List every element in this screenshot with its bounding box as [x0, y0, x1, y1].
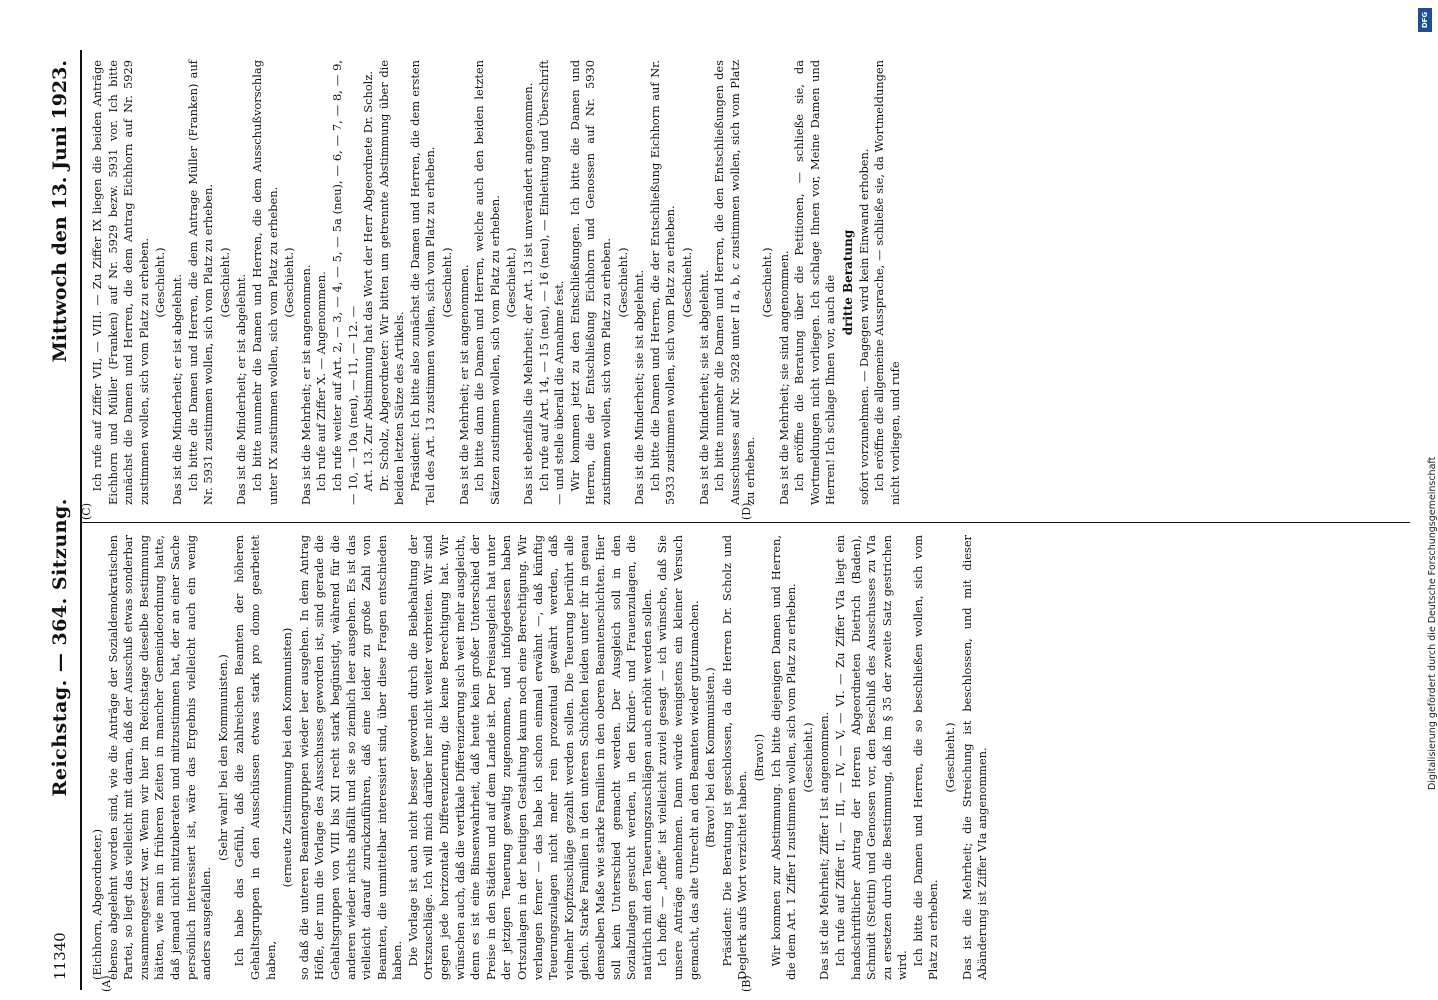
stage-direction: (Geschieht.): [217, 247, 232, 318]
paragraph: Dr. Scholz, Abgeordneter: Wir bitten um getrennte Abstimmung über die beiden letzten Sätze des Artikels.: [376, 60, 407, 505]
stage-direction: (erneute Zustimmung bei den Kommunisten): [280, 627, 295, 888]
paragraph: Das ist die Mehrheit; die Streichung ist beschlossen, und mit dieser Abänderung ist Ziffer VIa angenommen.: [959, 535, 990, 980]
margin-marker-b: (B): [740, 975, 753, 992]
header-center: Reichstag. — 364. Sitzung.: [49, 498, 71, 797]
dfg-logo: DFG: [1418, 8, 1432, 32]
paragraph: Ich rufe auf Ziffer VII, — VIII. — Zu Ziffer IX liegen die beiden Anträge Eichhorn und Müller (Franken) auf Nr. 5929 bezw. 5931 vor. Ich bitte zunächst die Damen und Herren, die dem Antrag Eichhorn auf Nr. 5929 zustimmen wollen, sich vom Platz zu erheben.: [90, 60, 151, 505]
stage-direction: (Bravo!): [751, 733, 766, 782]
paragraph: Das ist ebenfalls die Mehrheit; der Art. 13 ist unverändert angenommen.: [521, 82, 536, 505]
stage-direction: (Geschieht.): [943, 722, 958, 793]
stage-direction: (Geschieht.): [615, 247, 630, 318]
paragraph: Ich eröffne die Beratung über die Petitionen, — schließe sie, da Wortmeldungen nicht vorliegen. Ich schlage Ihnen vor, Meine Damen und Herren! Ich schlage Ihnen vor, auch die: [792, 60, 838, 505]
paragraph: Ich bitte dann die Damen und Herren, welche auch den beiden letzten Sätzen zustimmen wollen, sich vom Platz zu erheben.: [472, 60, 502, 505]
stage-direction: (Geschieht.): [282, 247, 297, 318]
paragraph: Das ist die Minderheit; er ist abgelehnt.: [169, 273, 184, 505]
header-rule: [80, 50, 82, 990]
paragraph: Das ist die Minderheit; sie ist abgelehnt.: [696, 269, 711, 505]
stage-direction: (Geschieht.): [440, 247, 455, 318]
paragraph: Das ist die Mehrheit; Ziffer I ist angenommen.: [817, 711, 832, 980]
right-column: [90, 60, 903, 505]
paragraph: Das ist die Mehrheit; sie sind angenommen.: [776, 250, 791, 505]
margin-marker-d: (D): [740, 502, 753, 520]
column-divider: [82, 522, 1410, 523]
paragraph: Wir kommen jetzt zu den Entschließungen. Ich bitte die Damen und Herren, die der Entschließung Eichhorn und Genossen auf Nr. 5930 zustimmen wollen, sich vom Platz zu erheben.: [567, 60, 613, 505]
margin-marker-a: (A): [100, 975, 113, 992]
paragraph: so daß die unteren Beamtengruppen wieder leer ausgehen. In dem Antrag Höfle, der nun die Vorlage des Ausschusses geworden ist, sind gerade die Gehaltsgruppen von VIII bis XII recht stark begünstigt, während für die anderen wieder nichts abfällt und sie so ziemlich leer ausgehen. Es ist das vielleicht darauf zurückzuführen, daß eine leider zu große Zahl von Beamten, die unmittelbar interessiert sind, über diese Fragen entschieden haben.: [296, 535, 405, 980]
header-date: Mittwoch den 13. Juni 1923.: [49, 60, 71, 363]
paragraph: Ich rufe auf Art. 14, — 15 (neu), — 16 (neu), — Einleitung und Überschrift — und stelle überall die Annahme fest.: [536, 60, 567, 505]
paragraph: Ich bitte die Damen und Herren, die dem Antrage Müller (Franken) auf Nr. 5931 zustimmen wollen, sich vom Platz zu erheben.: [185, 60, 216, 505]
paragraph: Ich bitte die Damen und Herren, die so beschließen wollen, sich vom Platz zu erheben.: [910, 535, 941, 980]
page-header: [40, 60, 80, 980]
paragraph: Präsident: Die Beratung ist geschlossen, da die Herren Dr. Scholz und Deglerk aufs Wort verzichtet haben.: [719, 535, 750, 980]
document-page: [40, 50, 1420, 990]
paragraph: Das ist die Minderheit; er ist abgelehnt.: [234, 273, 249, 505]
left-column: [90, 535, 991, 980]
paragraph: Präsident: Ich bitte also zunächst die Damen und Herren, die dem ersten Teil des Art. 13 zustimmen wollen, sich vom Platz zu erheben.: [407, 60, 438, 505]
paragraph: Die Vorlage ist auch nicht besser geworden durch die Beibehaltung der Ortszuschläge. Ich will mich darüber hier nicht weiter verbreiten. Wir sind gegen jede horizontale Differenzierung, die keine Berechtigung hat. Wir wünschen auch, daß die vertikale Differenzierung sich weit mehr ausgleicht, denn es ist eine Binsenwahrheit, daß heute kein großer Unterschied der Preise in den Städten und auf dem Lande ist. Der Preisausgleich hat unter der jetzigen Teuerung gewaltig zugenommen, und infolgedessen haben Ortszulagen in der heutigen Gestaltung kaum noch eine Berechtigung. Wir verlangen ferner — das habe ich schon einmal erwähnt —, daß künftig Teuerungszulagen nicht mehr rein prozentual gewährt werden, daß vielmehr Kopfzuschläge gezahlt werden sollen. Die Teuerung berührt alle gleich. Starke Familien in den unteren Schichten leiden unter ihr in genau demselben Maße wie starke Familien in den oberen Beamtenschichten. Hier soll kein Unterschied gemacht werden. Der Ausgleich soll in den Sozialzulagen gesucht werden, in den Kinder- und Frauenzulagen, die natürlich mit den Teuerungszuschlägen auch erhöht werden sollen.: [405, 535, 654, 980]
paragraph: Ich eröffne die allgemeine Aussprache, — schließe sie, da Wortmeldungen nicht vorliegen, und rufe: [872, 60, 902, 505]
paragraph: Ich hoffe — „hoffe“ ist vielleicht zuviel gesagt — ich wünsche, daß Sie unsere Anträge annehmen. Dann würde wenigstens ein kleiner Versuch gemacht, das alte Unrecht an den Beamten wieder gutzumachen.: [655, 535, 701, 980]
paragraph: Ich rufe weiter auf Art. 2, — 3, — 4, — 5, — 5a (neu), — 6, — 7, — 8, — 9, — 10, — 10a (neu), — 11, — 12. —: [329, 60, 360, 505]
paragraph: Das ist die Minderheit; sie ist abgelehnt.: [632, 269, 647, 505]
paragraph: Ich bitte die Damen und Herren, die der Entschließung Eichhorn auf Nr. 5933 zustimmen wollen, sich vom Platz zu erheben.: [647, 60, 678, 505]
paragraph: Art. 13. Zur Abstimmung hat das Wort der Herr Abgeordnete Dr. Scholz.: [361, 71, 376, 492]
margin-marker-c: (C): [80, 503, 93, 520]
paragraph: sofort vorzunehmen. — Dagegen wird kein Einwand erhoben.: [856, 148, 871, 505]
stage-direction: (Geschieht.): [153, 247, 168, 318]
paragraph: Wir kommen zur Abstimmung. Ich bitte diejenigen Damen und Herren, die dem Art. 1 Ziffer I zustimmen wollen, sich vom Platz zu erheben.: [768, 535, 799, 980]
stage-direction: (Geschieht.): [679, 247, 694, 318]
paragraph: Das ist die Mehrheit; er ist angenommen.: [456, 264, 471, 505]
digitization-credit: Digitalisierung gefördert durch die Deutsche Forschungsgemeinschaft: [1427, 456, 1438, 790]
stage-direction: (Geschieht.): [504, 247, 519, 318]
paragraph: (Eichhorn, Abgeordneter.): [90, 828, 104, 980]
paragraph: Ich rufe auf Ziffer II, — III, — IV, — V, — VI. — Zu Ziffer VIa liegt ein handschriftlicher Antrag der Herren Abgeordneten Dietrich (Baden), Schmidt (Stettin) und Genossen vor, den Beschluß des Ausschusses zu VIa zu ersetzen durch die Bestimmung, daß im § 35 der zweite Satz gestrichen wird.: [832, 535, 910, 980]
stage-direction: (Geschieht.): [759, 247, 774, 318]
stage-direction: (Sehr wahr! bei den Kommunisten.): [215, 654, 230, 861]
paragraph: Ich rufe auf Ziffer X. — Angenommen.: [314, 271, 329, 492]
stage-direction: (Geschieht.): [800, 722, 815, 793]
paragraph: Ich bitte nunmehr die Damen und Herren, die dem Ausschußvorschlag unter IX zustimmen wollen, sich vom Platz zu erheben.: [249, 60, 280, 505]
paragraph: ebenso abgelehnt worden sind, wie die Anträge der Sozialdemokratischen Partei, so liegt das vielleicht mit daran, daß der Ausschuß etwas sonderbar zusammengesetzt war. Wenn wir hier im Reichstage dieselbe Bestimmung hätten, wie man in früheren Zeiten in mancher Gemeindeordnung hatte, daß jemand nicht mitzuberaten und mitzustimmen hat, der an einer Sache persönlich interessiert ist, wäre das Ergebnis vielleicht auch ein wenig anders ausgefallen.: [105, 535, 214, 980]
paragraph: Ich habe das Gefühl, daß die zahlreichen Beamten der höheren Gehaltsgruppen in den Ausschüssen etwas stark pro domo gearbeitet haben,: [232, 535, 278, 980]
stage-direction: (Bravo! bei den Kommunisten.): [703, 667, 718, 848]
section-heading: dritte Beratung: [840, 229, 855, 336]
paragraph: Ich bitte nunmehr die Damen und Herren, die den Entschließungen des Ausschusses auf Nr. 5928 unter II a, b, c zustimmen wollen, sich vom Platz zu erheben.: [712, 60, 758, 505]
page-number: 11340: [51, 932, 69, 980]
paragraph: Das ist die Mehrheit; er ist angenommen.: [298, 264, 313, 505]
